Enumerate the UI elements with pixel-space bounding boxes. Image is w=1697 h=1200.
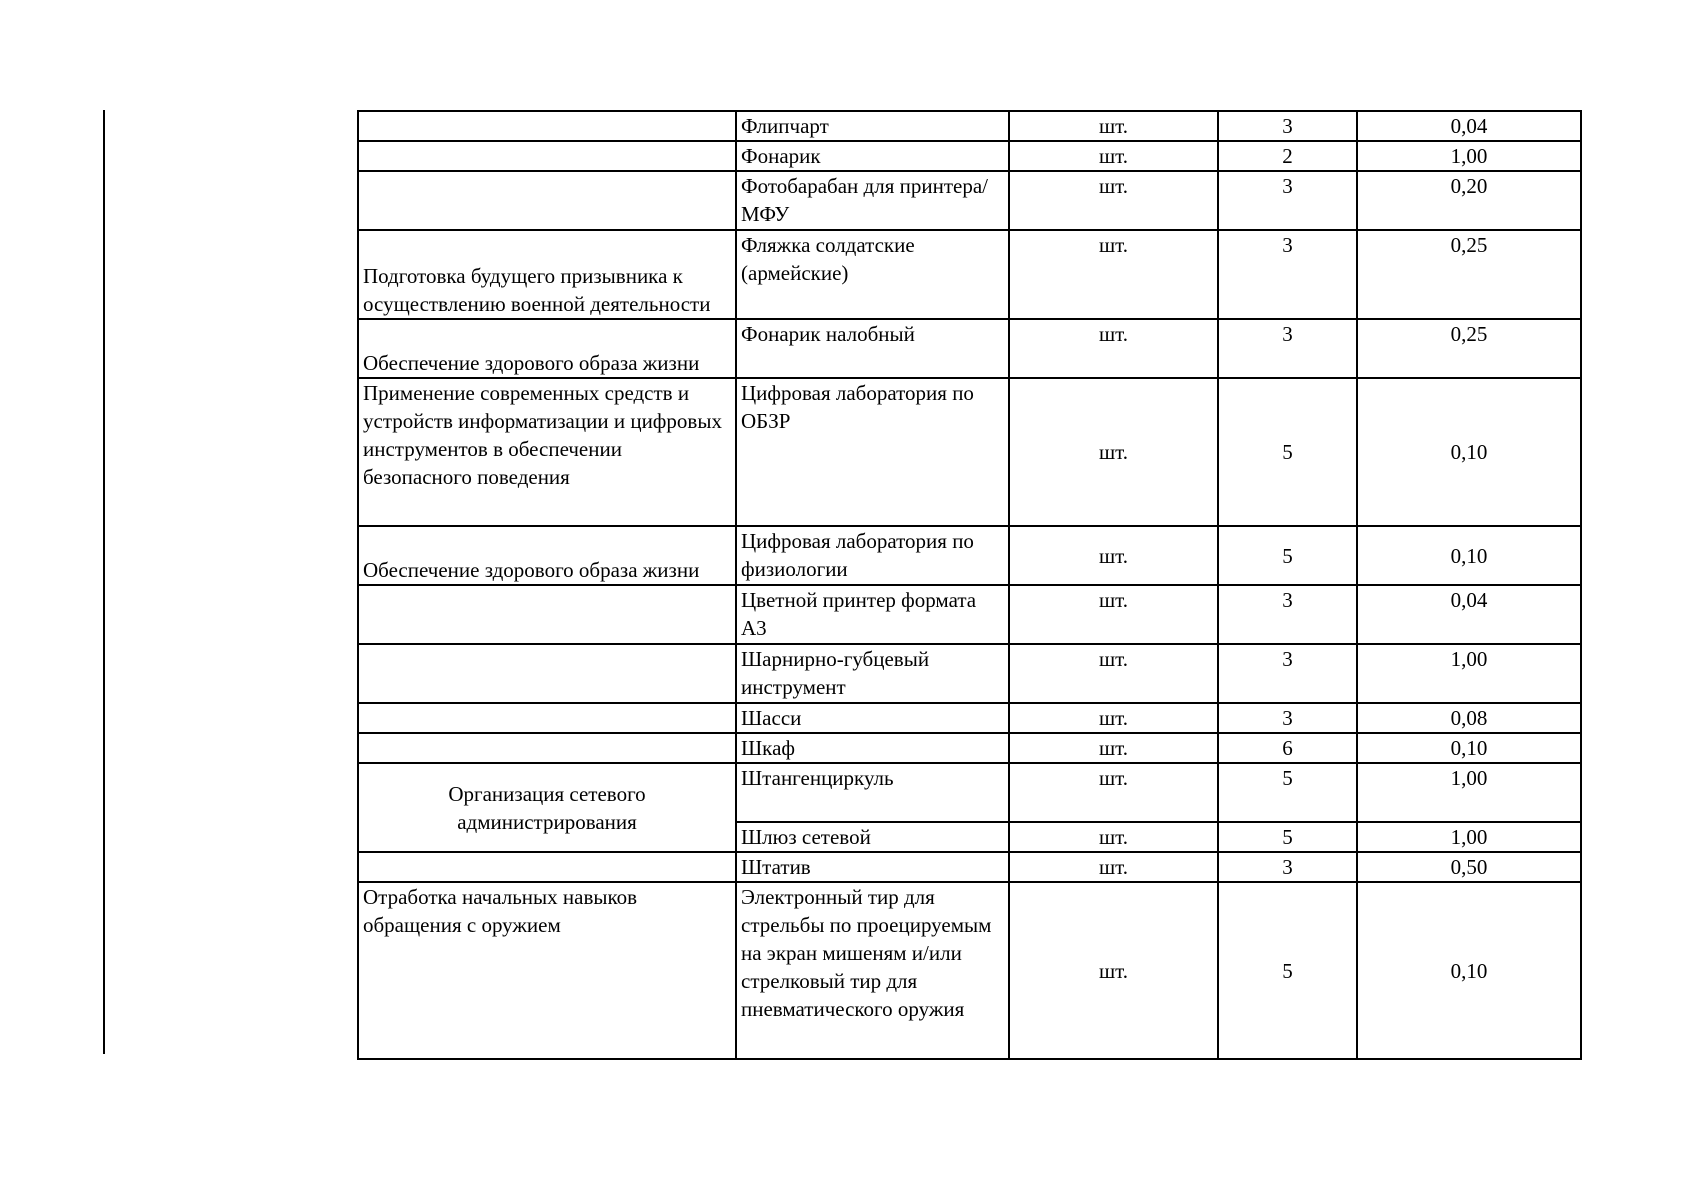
quantity-cell: 2 [1218, 141, 1357, 171]
quantity-cell: 6 [1218, 733, 1357, 763]
unit-cell: шт. [1009, 822, 1218, 852]
item-name-cell: Цифровая лаборатория по ОБЗР [736, 378, 1009, 526]
section-cell [358, 141, 736, 171]
unit-cell: шт. [1009, 111, 1218, 141]
table-row [358, 378, 1581, 526]
quantity-cell: 3 [1218, 852, 1357, 882]
unit-cell: шт. [1009, 644, 1218, 703]
quantity-cell: 3 [1218, 703, 1357, 733]
unit-cell: шт. [1009, 733, 1218, 763]
section-cell [358, 852, 736, 882]
table-row [358, 230, 1581, 319]
unit-cell: шт. [1009, 703, 1218, 733]
quantity-cell: 5 [1218, 822, 1357, 852]
section-cell: Подготовка будущего призывника к осуществлению военной деятельности [358, 230, 736, 319]
section-cell [358, 111, 736, 141]
coefficient-cell: 1,00 [1357, 822, 1581, 852]
quantity-cell: 5 [1218, 378, 1357, 526]
coefficient-cell: 0,20 [1357, 171, 1581, 230]
item-name-cell: Флипчарт [736, 111, 1009, 141]
coefficient-cell: 1,00 [1357, 763, 1581, 822]
table-row [358, 526, 1581, 585]
item-name-cell: Цветной принтер формата А3 [736, 585, 1009, 644]
coefficient-cell: 1,00 [1357, 644, 1581, 703]
quantity-cell: 3 [1218, 644, 1357, 703]
coefficient-cell: 0,10 [1357, 526, 1581, 585]
unit-cell: шт. [1009, 852, 1218, 882]
coefficient-cell: 1,00 [1357, 141, 1581, 171]
coefficient-cell: 0,50 [1357, 852, 1581, 882]
unit-cell: шт. [1009, 378, 1218, 526]
coefficient-cell: 0,08 [1357, 703, 1581, 733]
equipment-table [357, 110, 1582, 1060]
unit-cell: шт. [1009, 171, 1218, 230]
coefficient-cell: 0,04 [1357, 585, 1581, 644]
item-name-cell: Электронный тир для стрельбы по проецируемым на экран мишеням и/или стрелковый тир для пневматического оружия [736, 882, 1009, 1059]
item-name-cell: Штангенциркуль [736, 763, 1009, 822]
coefficient-cell: 0,10 [1357, 882, 1581, 1059]
section-cell: Применение современных средств и устройств информатизации и цифровых инструментов в обеспечении безопасного поведения [358, 378, 736, 526]
section-cell [358, 171, 736, 230]
table-row [358, 585, 1581, 644]
unit-cell: шт. [1009, 585, 1218, 644]
quantity-cell: 3 [1218, 585, 1357, 644]
item-name-cell: Шарнирно-губцевый инструмент [736, 644, 1009, 703]
item-name-cell: Шкаф [736, 733, 1009, 763]
item-name-cell: Фонарик [736, 141, 1009, 171]
table-row [358, 852, 1581, 882]
unit-cell: шт. [1009, 882, 1218, 1059]
quantity-cell: 3 [1218, 230, 1357, 319]
section-cell [358, 703, 736, 733]
table-row [358, 111, 1581, 141]
table-row [358, 644, 1581, 703]
table-row [358, 882, 1581, 1059]
table-row [358, 733, 1581, 763]
quantity-cell: 3 [1218, 171, 1357, 230]
quantity-cell: 5 [1218, 882, 1357, 1059]
margin-rule [103, 110, 105, 1054]
item-name-cell: Фонарик налобный [736, 319, 1009, 378]
table-row [358, 171, 1581, 230]
unit-cell: шт. [1009, 319, 1218, 378]
quantity-cell: 3 [1218, 319, 1357, 378]
coefficient-cell: 0,04 [1357, 111, 1581, 141]
item-name-cell: Штатив [736, 852, 1009, 882]
item-name-cell: Фотобарабан для принтера/МФУ [736, 171, 1009, 230]
section-cell: Обеспечение здорового образа жизни [358, 526, 736, 585]
unit-cell: шт. [1009, 230, 1218, 319]
unit-cell: шт. [1009, 526, 1218, 585]
item-name-cell: Шасси [736, 703, 1009, 733]
table-row [358, 763, 1581, 822]
table-row [358, 703, 1581, 733]
table-row [358, 319, 1581, 378]
section-cell [358, 733, 736, 763]
unit-cell: шт. [1009, 763, 1218, 822]
quantity-cell: 5 [1218, 763, 1357, 822]
quantity-cell: 3 [1218, 111, 1357, 141]
section-cell [358, 585, 736, 644]
item-name-cell: Цифровая лаборатория по физиологии [736, 526, 1009, 585]
section-cell: Обеспечение здорового образа жизни [358, 319, 736, 378]
table-row [358, 141, 1581, 171]
item-name-cell: Фляжка солдатские (армейские) [736, 230, 1009, 319]
unit-cell: шт. [1009, 141, 1218, 171]
item-name-cell: Шлюз сетевой [736, 822, 1009, 852]
coefficient-cell: 0,25 [1357, 319, 1581, 378]
coefficient-cell: 0,10 [1357, 733, 1581, 763]
coefficient-cell: 0,10 [1357, 378, 1581, 526]
quantity-cell: 5 [1218, 526, 1357, 585]
coefficient-cell: 0,25 [1357, 230, 1581, 319]
section-cell: Отработка начальных навыков обращения с оружием [358, 882, 736, 1059]
section-cell: Организация сетевого администрирования [358, 763, 736, 852]
section-cell [358, 644, 736, 703]
